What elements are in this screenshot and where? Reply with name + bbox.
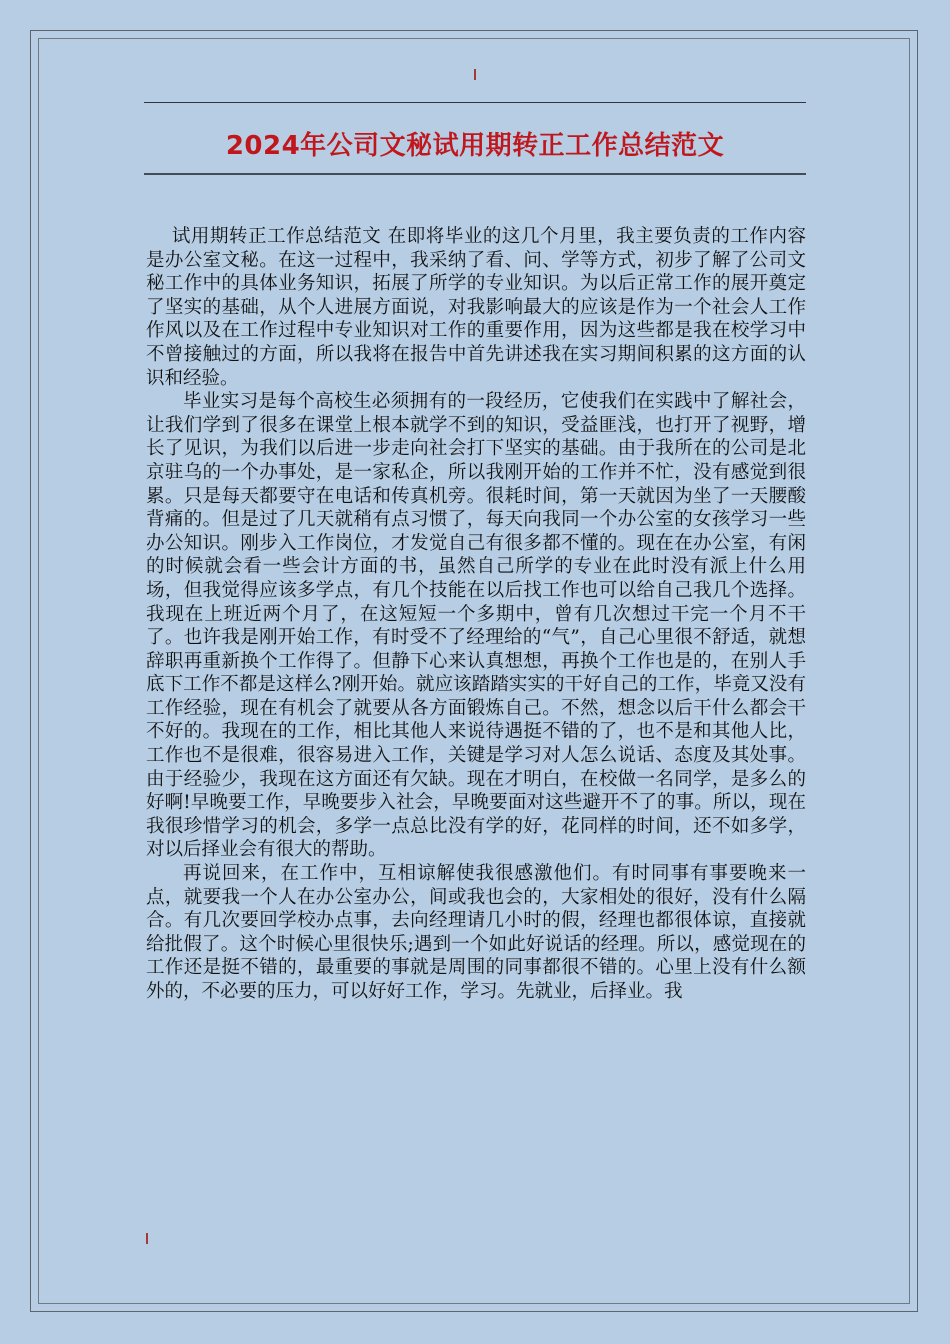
document-body xyxy=(146,225,806,1004)
paragraph-2: 毕业实习是每个高校生必须拥有的一段经历，它使我们在实践中了解社会，让我们学到了很多在课堂上根本就学不到的知识，受益匪浅，也打开了视野，增长了见识，为我们以后进一步走向社会打下坚实的基础。由于我所在的公司是北京驻乌的一个办事处，是一家私企，所以我刚开始的工作并不忙，没有感觉到很累。只是每天都要守在电话和传真机旁。很耗时间，第一天就因为坐了一天腰酸背痛的。但是过了几天就稍有点习惯了，每天向我同一个办公室的女孩学习一些办公知识。刚步入工作岗位，才发觉自己有很多都不懂的。现在在办公室，有闲的时候就会看一些会计方面的书，虽然自己所学的专业在此时没有派上什么用场，但我觉得应该多学点，有几个技能在以后找工作也可以给自己我几个选择。我现在上班近两个月了，在这短短一个多期中，曾有几次想过干完一个月不干了。也许我是刚开始工作，有时受不了经理给的“气”，自己心里很不舒适，就想辞职再重新换个工作得了。但静下心来认真想想，再换个工作也是的，在别人手底下工作不都是这样么?刚开始。就应该踏踏实实的干好自己的工作，毕竟又没有工作经验，现在有机会了就要从各方面锻炼自己。不然，想念以后干什么都会干不好的。我现在的工作，相比其他人来说待遇挺不错的了，也不是和其他人比，工作也不是很难，很容易进入工作，关键是学习对人怎么说话、态度及其处事。由于经验少，我现在这方面还有欠缺。现在才明白，在校做一名同学，是多么的好啊!早晚要工作，早晚要步入社会，早晚要面对这些避开不了的事。所以，现在我很珍惜学习的机会，多学一点总比没有学的好，花同样的时间，还不如多学，对以后择业会有很大的帮助。 xyxy=(146,391,806,861)
document-title: 2024年公司文秘试用期转正工作总结范文 xyxy=(225,131,725,161)
footer-marker xyxy=(146,1233,148,1244)
paragraph-1: 试用期转正工作总结范文 在即将毕业的这几个月里，我主要负责的工作内容是办公室文秘。在这一过程中，我采纳了看、问、学等方式，初步了解了公司文秘工作中的具体业务知识，拓展了所学的专业知识。为以后正常工作的展开奠定了坚实的基础，从个人进展方面说，对我影响最大的应该是作为一个社会人工作作风以及在工作过程中专业知识对工作的重要作用，因为这些都是我在校学习中不曾接触过的方面，所以我将在报告中首先讲述我在实习期间积累的这方面的认识和经验。 xyxy=(146,226,806,389)
header-marker xyxy=(474,69,476,80)
title-rule xyxy=(144,173,806,175)
paragraph-3: 再说回来，在工作中，互相谅解使我很感激他们。有时同事有事要晚来一点，就要我一个人在办公室办公，间或我也会的，大家相处的很好，没有什么隔合。有几次要回学校办点事，去向经理请几小时的假，经理也都很体谅，直接就给批假了。这个时候心里很快乐;遇到一个如此好说话的经理。所以，感觉现在的工作还是挺不错的，最重要的事就是周围的同事都很不错的。心里上没有什么额外的，不必要的压力，可以好好工作，学习。先就业，后择业。我 xyxy=(146,863,806,1002)
header-rule xyxy=(144,102,806,103)
